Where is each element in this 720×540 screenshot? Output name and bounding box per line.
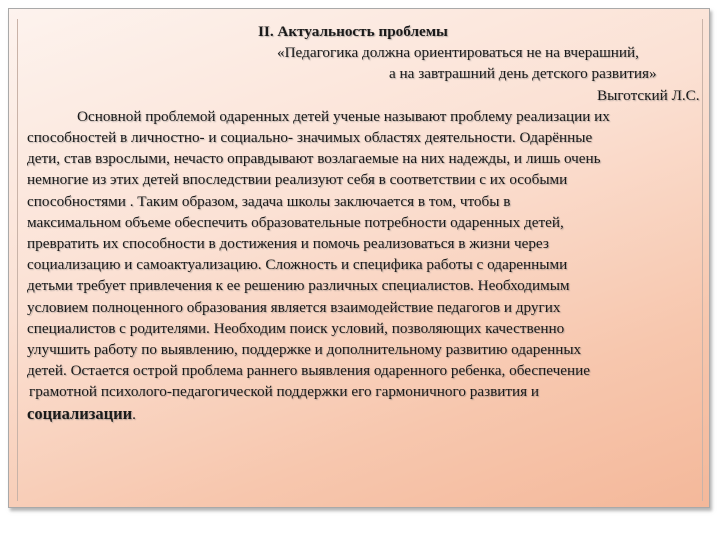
body-line: грамотной психолого-педагогической поддержки его гармоничного развития и — [29, 383, 540, 401]
slide-text — [27, 21, 717, 425]
body-line: немногие из этих детей впоследствии реализуют себя в соответствии с их особыми — [27, 171, 568, 189]
body-line: максимальном объеме обеспечить образовательные потребности одаренных детей, — [27, 213, 564, 231]
body-line: улучшить работу по выявлению, поддержке и дополнительному развитию одаренных — [27, 341, 582, 359]
quote-line-1: «Педагогика должна ориентироваться не на вчерашний, — [277, 44, 639, 62]
last-word: социализации — [27, 403, 133, 423]
body-line: Основной проблемой одаренных детей ученые называют проблему реализации их — [77, 107, 610, 125]
slide-title: II. Актуальность проблемы — [258, 23, 448, 40]
quote-line-2: а на завтрашний день детского развития» — [389, 65, 657, 83]
body-line: специалистов с родителями. Необходим поиск условий, позволяющих качественно — [27, 319, 565, 337]
body-line: детей. Остается острой проблема раннего выявления одаренного ребенка, обеспечение — [27, 362, 590, 380]
body-last-line — [27, 403, 717, 425]
body-line: превратить их способности в достижения и помочь реализоваться в жизни через — [27, 235, 549, 253]
body-line: способностями . Таким образом, задача школы заключается в том, чтобы в — [27, 192, 511, 210]
slide — [8, 8, 710, 508]
last-punct: . — [132, 405, 136, 423]
body-line: социализацию и самоактуализацию. Сложность и специфика работы с одаренными — [27, 256, 568, 274]
body-line: способностей в личностно- и социально- значимых областях деятельности. Одарённые — [27, 129, 593, 147]
body-line: детьми требует привлечения к ее решению различных специалистов. Необходимым — [27, 277, 570, 295]
body-line: дети, став взрослыми, нечасто оправдывают возлагаемые на них надежды, и лишь очень — [27, 150, 601, 168]
body-line: условием полноценного образования является взаимодействие педагогов и других — [27, 298, 561, 316]
quote-author: Выготский Л.С. — [597, 86, 700, 104]
